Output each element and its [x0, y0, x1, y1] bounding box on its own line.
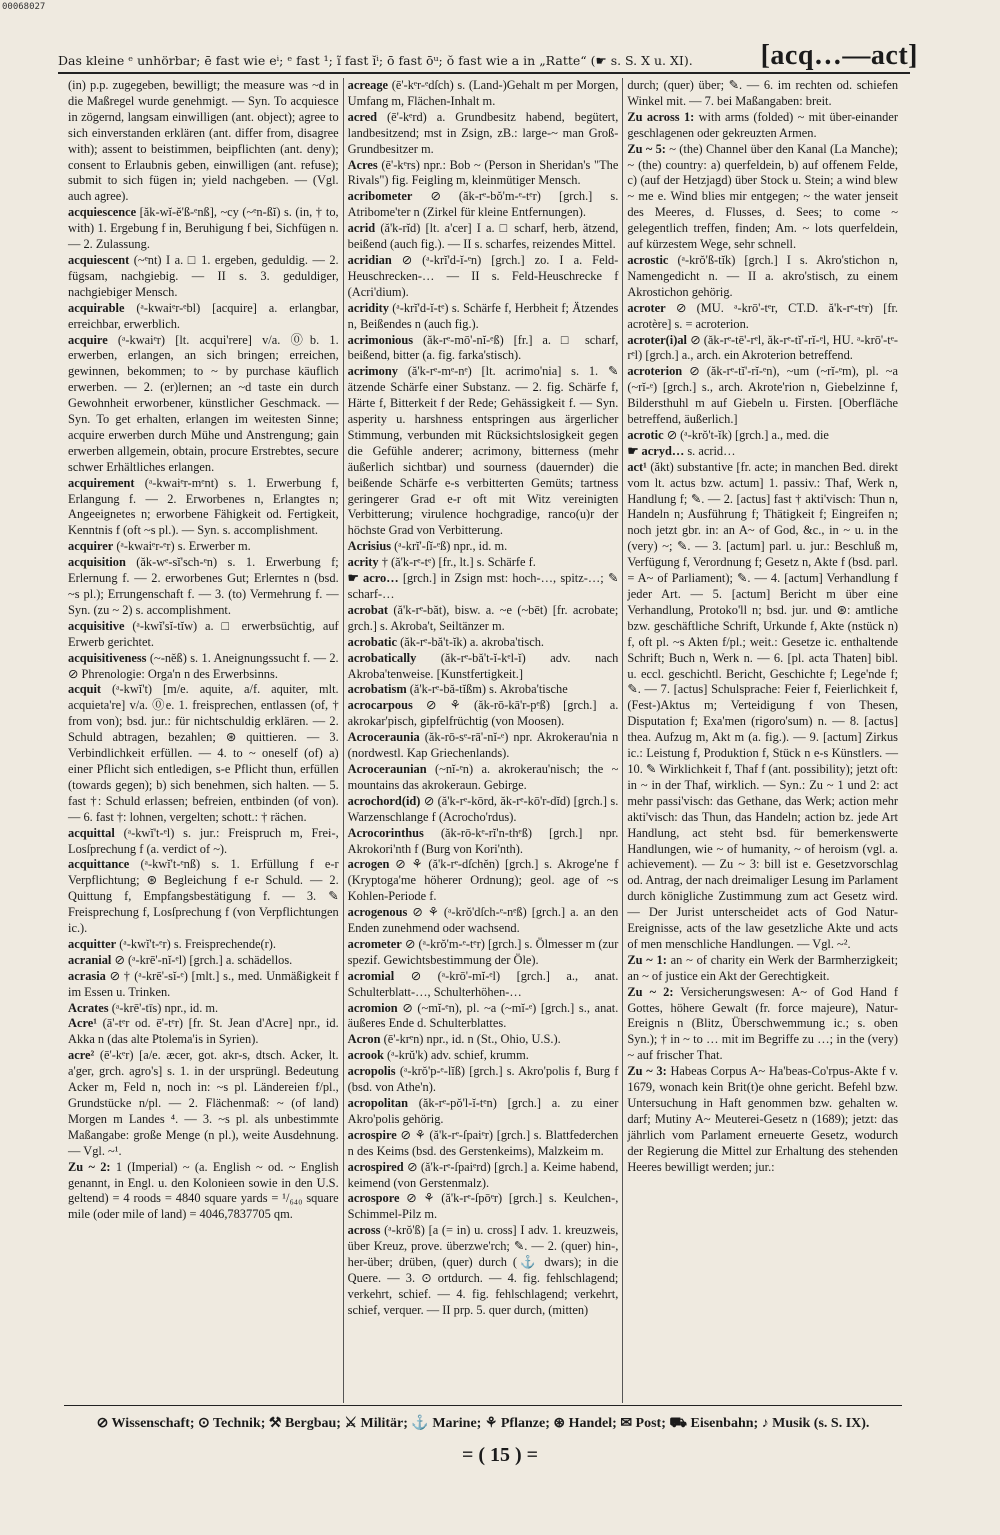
entry-headword: Acre¹: [68, 1016, 97, 1031]
dictionary-entry: [348, 1032, 619, 1048]
dictionary-entry: [348, 253, 619, 301]
dictionary-entry: [348, 635, 619, 651]
entry-headword: acquirement: [68, 475, 135, 490]
dictionary-entry: [348, 1160, 619, 1192]
entry-headword: acreage: [347, 78, 389, 92]
entry-headword: acrogen: [347, 857, 390, 872]
entry-headword: Acrisius: [347, 539, 392, 554]
dictionary-entry: [68, 969, 339, 1001]
dictionary-entry: [348, 603, 619, 635]
entry-text: (ă'k-rᵉ-mᵉ-nᵉ) [lt. acrimo'nia] s. 1. ✎ ätzende Schärfe einer Substanz. — 2. fig. Schärfe f, Härte f, Bitterkeit f der Rede; Gehässigkeit f. — Syn. asperity u. harshness entspringen aus ärgerlicher Stimmung, verbunden mit Rücksichtslosigkeit gegen die Gefühle anderer; acrimony, bitterness (mehr äußerlich sichtbar) und sourness (dauernder) die beißende Schärfe e-s verbitterten Gemüts; tartness geringerer Grad e-r oft mit Witz vereinigten Verbitterung; virulence hochgradige, ranco(u)r der höchste Grad von Verbitterung.: [347, 364, 619, 538]
entry-headword: Acron: [347, 1032, 381, 1047]
dictionary-entry: [348, 794, 619, 826]
dictionary-entry: [348, 158, 619, 190]
dictionary-entry: [68, 1160, 339, 1224]
dictionary-entry: [348, 730, 619, 762]
dictionary-entry: [68, 539, 339, 555]
dictionary-entry: [627, 444, 898, 460]
entry-headword: acridity: [347, 300, 389, 315]
entry-text: ~ (the) Channel über den Kanal (La Manche); ~ (the) country: a) querfeldein, b) auf offenem Felde, c) (auf der Hetzjagd) über Stock u. Stein; a wind blew ~ me e. Wind blies mir entgegen; ~ the water jenseit des Meeres, d. Flusses, d. Sees; to come ~ gelegentlich treffen, finden; Am. ~ lots querfeldein, auf kürzestem Wege, sehr schnell.: [627, 141, 899, 252]
dictionary-entry: [68, 476, 339, 540]
entry-text: (ᵃ-krŭ'k) adv. schief, krumm.: [387, 1048, 529, 1063]
entry-headword: ☛ acryd…: [627, 443, 685, 458]
entry-headword: Zu ~ 2:: [627, 984, 674, 999]
entry-headword: acrobatism: [347, 682, 407, 697]
dictionary-entry: [627, 985, 898, 1065]
entry-headword: acrobatic: [347, 634, 397, 649]
entry-headword: Acres: [347, 157, 378, 172]
dictionary-entry: [68, 253, 339, 301]
entry-headword: Zu ~ 5:: [627, 141, 666, 156]
dictionary-entry: [627, 301, 898, 333]
entry-text: (ᵃ-kwĭ't-ᵉnß) s. 1. Erfüllung f e-r Verpflichtung; ⊛ Begleichung f e-r Schuld. — 2. Quittung f, Empfangsbestätigung f. — 3. ✎ Freisprechung f, Losſprechung f (von Verpflichtungen ic.).: [68, 857, 339, 936]
dictionary-entry: [348, 301, 619, 333]
dictionary-entry: [348, 857, 619, 905]
entry-headword: acrostic: [627, 252, 669, 267]
entry-text: ⊘ ⚘ (ă'k-rᵉ-ſpōᵉr) [grch.] s. Keulchen-, Schimmel-Pilz m.: [347, 1191, 619, 1222]
entry-headword: acromion: [347, 1000, 398, 1015]
entry-headword: acquirer: [68, 539, 114, 554]
dictionary-entry: [348, 1048, 619, 1064]
entry-text: (ăkt) substantive [fr. acte; in manchen Bed. direkt vom lt. actus bzw. actum] 1. passiv.: Thaf, Werk n, Handlung f; ✎. — 2. [actus] fast † akti'visch: Thun n, Handeln n; Ausführung f; Thätigkeit f; Eingreifen n; noch jetzt gbr. in: an A~ of God, &c., in ~ u. in the (very) ~; ✎. — 3. [actum] parl. u. jur.: Beschluß m, Verfügung f, Verordnung f; Gesetz n, Akte f (bsd. parl. = A~ of Parliament); ✎. — 4. [actum] Verhandlung f jeder Art. — 5. [actum] Bericht m über eine Verhandlung, Protoko'll n; bsd. jur. und ⊛: amtliche bzw. geschäftliche Schrift, Urkunde f, Akte (nstück n) f, oft pl. ~s Akten f/pl.; weit.: Gesetze ic. enthaltende Schrift; Buch n, Werk n. — 6. [pl. acta Thaten] bibl. u. eccl. geschichtl. Bericht, Geschichte f; Lege'nde f; ✎. — 7. [actus] Schulsprache: Feier f, Feierlichkeit f, (Fest-)Aktus m; Verteidigung f von Thesen, Disputation f; Exa'men (rigoro'sum) n. — 8. [actus] thea. Aufzug m, Akt m (a. fig.). — 9. [actum] Zirkus ic.: Leistung f, Produktion f, Stück n e-s Künstlers. — 10. ✎ Wirklichkeit f, Thaf f (ant. possibility); jetzt oft: in ~ in der Thaf, wirklich. — Syn.: Zu ~ 1 und 2: act mehr passi'visch: das Gethane, das Werk; action mehr akti'visch: das Thun, das Handeln; action bz. jede Art Handlung, act steht bsd. für bemerkenswerte Handlungen, wie ~ of humanity, ~ of heroism (vgl. a. achievement). — Zu ~ 3: bill ist e. Gesetzvorschlag od. Antrag, der nach dreimaliger Lesung im Parlament durch königliche Zustimmung zum act Gesetz wird. — Der Jurist unterscheidet acts of God Natur-Ereignisse, acts of the law gesetzliche Akte und acts of men menschliche Handlungen. — Vgl. ~².: [627, 459, 899, 951]
entry-text: (ă'k-rĭd) [lt. a'cer] I a. □ scharf, herb, ätzend, beißend (auch fig.). — II s. scharfes, reizendes Mittel.: [347, 221, 619, 252]
dictionary-entry: [627, 110, 898, 142]
running-head: [acq…—act]: [760, 40, 918, 71]
entry-text: (ā'-tᵉr od. ē'-tᵉr) [fr. St. Jean d'Acre] npr., id. Akka n (das alte Ptolema'is in Syrien).: [68, 1016, 339, 1047]
entry-text: ⊘ (ăk-rᵉ-bŏ'm-ᵉ-tᵉr) [grch.] s. Atribome'ter n (Zirkel für kleine Entfernungen).: [347, 189, 619, 220]
entry-text: (ᵃ-krŏ'ß) [a (= in) u. cross] I adv. 1. kreuzweis, über Kreuz, prove. überzwe'rch; ✎. — 2. (quer) hin-, her-über; drüben, (quer) durch (⚓ dwars); in die Quere. — 3. ⊙ ortdurch. — 4. fig. fehlschlagend; verkehrt, schief. — 4. fig. fehlschlagend; verkehrt, schief, verquer. — II prp. 5. quer durch, (mitten): [347, 1223, 619, 1317]
dictionary-entry: [348, 364, 619, 539]
entry-text: (ă'k-rᵉ-băt), bisw. a. ~e (~bēt) [fr. acrobate; grch.] s. Akroba't, Seiltänzer m.: [347, 602, 619, 633]
entry-headword: acrasia: [68, 968, 106, 983]
entry-headword: Acroceraunian: [347, 761, 427, 776]
dictionary-entry: [627, 428, 898, 444]
dictionary-entry: [68, 857, 339, 937]
entry-headword: acribometer: [347, 189, 413, 204]
symbol-legend: ⊘ Wissenschaft; ⊙ Technik; ⚒ Bergbau; ⚔ Militär; ⚓ Marine; ⚘ Pflanze; ⊛ Handel; ✉ Post; ⛟ Eisenbahn; ♪ Musik (s. S. IX).: [96, 1416, 870, 1431]
entry-text: ⊘ (ᵃ-krē'-nĭ-ᵉl) [grch.] a. schädellos.: [114, 952, 293, 967]
dictionary-entry: [627, 78, 898, 110]
entry-headword: acromial: [347, 968, 395, 983]
entry-text: (ē'-kᵉr) [a/e. æcer, got. akr-s, dtsch. Acker, lt. a'ger, grch. agro's] s. 1. in der ursprüngl. Bedeutung Acker m, Feld n, noch in: ~s pl. Ländereien f/pl., Grundstücke n/pl. — 2. Flächenmaß: ~ (of land) Morgen m Landes ⁴. — 3. ~s pl. als unbestimmte Maßangabe: große Menge (n pl.), weite Ausdehnung. — Vgl. ~¹.: [68, 1048, 339, 1158]
dictionary-entry: [68, 937, 339, 953]
page-header: [58, 38, 918, 74]
entry-text: (ᵃ-krĭ'-ſĭ-ᵉß) npr., id. m.: [394, 539, 508, 554]
entry-headword: acrimony: [347, 364, 398, 379]
entry-headword: act¹: [627, 459, 647, 474]
dictionary-entry: [68, 619, 339, 651]
entry-text: (in) p.p. zugegeben, bewilligt; the measure was ~d in die Maßregel wurde genehmigt. — Syn. To acquiesce in zögernd, langsam einwilligen (ant. object); agree to sich einverstanden erklären (ant. differ from, disagree with); assent to beistimmen, beipflichten (ant. deny); consent to Erlaubnis geben, einwilligen (ant. refuse); submit to sich fügen in; yield nachgeben. — (Vgl. auch agree).: [68, 78, 339, 204]
entry-text: (ᵃ-kwĭ't-ᵉr) s. Freisprechende(r).: [119, 936, 277, 951]
entry-text: ⊘ (ă'k-rᵉ-kōrd, ăk-rᵉ-kō'r-dĭd) [grch.] s. Warzenschlange f (Acrocho'rdus).: [347, 793, 619, 824]
dictionary-entry: [348, 682, 619, 698]
entry-text: (ᵃ-kwaiᵉr-mᵉnt) s. 1. Erwerbung f, Erlangung f. — 2. Erworbenes n, Erlangtes n; Angeeignetes n; erworbene Fähigkeit od. Fertigkeit, Kenntnis f (oft ~s pl.). — Syn. s. accomplishment.: [68, 475, 339, 538]
dictionary-entry: [68, 953, 339, 969]
entry-text: ⊘ (ăk-rᵉ-tē'-rᵉl, ăk-rᵉ-tĭ'-rĭ-ᵉl, HU. ᵃ-krō'-tᵉ-rᵉl) [grch.] a., arch. ein Akroterion betreffend.: [627, 332, 899, 363]
entry-text: (ăk-rō-kᵉ-rĭ'n-thᵉß) [grch.] npr. Akrokori'nth f (Burg von Kori'nth).: [347, 825, 619, 856]
dictionary-entry: [348, 555, 619, 571]
entry-headword: Acrates: [68, 1000, 109, 1015]
entry-text: (~nĭ-ᵉn) a. akrokerau'nisch; the ~ mountains das akrokeraun. Gebirge.: [347, 761, 619, 792]
entry-text: (ᵃ-kwĭ'sĭ-tĭw) a. □ erwerbsüchtig, auf Erwerb gerichtet.: [68, 618, 339, 649]
entry-text: (ăk-rᵉ-bă't-ĭ-kᵉl-ĭ) adv. nach Akroba'tenweise. [Kunstfertigkeit.]: [347, 650, 619, 681]
dictionary-entry: [348, 110, 619, 158]
dictionary-entry: [348, 221, 619, 253]
entry-text: [grch.] in Zsign mst: hoch-…, spitz-…; ✎ scharf-…: [347, 571, 619, 601]
entry-headword: acquittal: [68, 825, 115, 840]
entry-text: (ē'-kᵉr-ᵉdſch) s. (Land-)Gehalt m per Morgen, Umfang m, Flächen-Inhalt m.: [347, 78, 619, 108]
entry-text: ⊘ (ᵃ-krĭ'd-ĭ-ᵉn) [grch.] zo. I a. Feld-Heuschrecken-… — II s. Feld-Heuschrecke f (Acri'dium).: [347, 252, 619, 299]
column-3: [622, 78, 902, 1403]
entry-headword: across: [347, 1223, 381, 1238]
entry-text: ⊘ (ᵃ-krŏ't-ĭk) [grch.] a., med. die: [666, 427, 829, 442]
dictionary-entry: [627, 1064, 898, 1175]
entry-text: (ᵃ-kwaiᵉr-ᵉbl) [acquire] a. erlangbar, erreichbar, erwerblich.: [68, 300, 339, 331]
entry-text: ⊘ ⚘ (ă'k-rᵉ-ſpaiᵉr) [grch.] s. Blattfederchen n des Keims (bsd. des Gerstenkeims), Malzkeim m.: [347, 1127, 619, 1158]
dictionary-entry: [348, 189, 619, 221]
dictionary-entry: [627, 142, 898, 253]
entry-text: (ăk-rᵉ-bă't-ĭk) a. akroba'tisch.: [400, 634, 544, 649]
dictionary-entry: [348, 1223, 619, 1318]
entry-headword: acrometer: [347, 936, 402, 951]
entry-text: (ăk-rᵉ-pŏ'l-ĭ-tᵉn) [grch.] a. zu einer Akro'polis gehörig.: [347, 1096, 619, 1126]
dictionary-entry: [348, 1064, 619, 1096]
entry-text: ⊘ (ăk-rᵉ-tĭ'-rĭ-ᵉn), ~um (~rĭ-ᵉm), pl. ~a (~rĭ-ᵉ) [grch.] s., arch. Akrote'rion n, Giebelzinne f, Bildersthuhl m auf Giebeln u. Firsten. [Oberfläche betreffend, äußerlich.]: [627, 364, 899, 427]
dictionary-entry: [68, 1001, 339, 1017]
entry-headword: acridian: [347, 252, 392, 267]
entry-headword: acquire: [68, 332, 108, 347]
entry-headword: Zu ~ 3:: [627, 1064, 667, 1079]
entry-headword: acquisitiveness: [68, 650, 147, 665]
dictionary-entry: [627, 953, 898, 985]
entry-text: [ăk-wĭ-ĕ'ß-ᵉnß], ~cy (~ᵉn-ßĭ) s. (in, † to, with) 1. Ergebung f in, Beruhigung f bei, Sichfügen n.— 2. Zulassung.: [68, 205, 339, 252]
entry-headword: acrid: [347, 221, 376, 236]
dictionary-entry: [627, 364, 898, 428]
dictionary-entry: [348, 1001, 619, 1033]
entry-headword: acropolis: [347, 1064, 396, 1079]
entry-headword: acroter(i)al: [627, 332, 687, 347]
entry-text: (ᵃ-kwaiᵉr) [lt. acqui'rere] v/a. ⓪b. 1. erwerben, erlangen, an sich bringen; erreichen, gewinnen, bekommen; to ~ by purchase käuflich erwerben. — 2. (er)lernen; an ~d taste ein durch Gewohnheit erworbener, künstlicher Geschmack. — Syn. To get erhalten, erlangen im weitesten Sinne; acquire erwerben durch Mühe und Anstrengung; gain erwerben allgemein, obtain, procure Erstrebtes, secure schwer Erhältliches erlangen.: [68, 332, 339, 474]
entry-text: (ăk-rᵉ-mō'-nĭ-ᵉß) [fr.] a. □ scharf, beißend, bitter (a. fig. farka'stisch).: [347, 332, 619, 363]
entry-text: (~ᵉnt) I a. □ 1. ergeben, geduldig. — 2. fügsam, nachgiebig. — II s. 3. geduldiger, nachgiebiger Mensch.: [68, 252, 339, 299]
entry-text: (ᵃ-kwĭ't) [m/e. aquite, a/f. aquiter, mlt. acquieta're] v/a. ⓪e. 1. freisprechen, entlassen (of, † from von); bsd. jur.: für nichtschuldig erklären. — 2. Schuld abtragen, bezahlen; ⊛ quittieren. — 3. Verbindlichkeit erfüllen. — 4. to ~ oneself (of) a) einer Pflicht sich entledigen, s-e Pflicht thun, erfüllen (towards gegen); b) sich benehmen, sich halten. — 5. fast †: Schuld erlassen; befreien, entbinden (of von). — 6. fast †: lohnen, vergelten; schott.: † rächen.: [68, 682, 339, 824]
dictionary-entry: [348, 651, 619, 683]
entry-text: Habeas Corpus A~ Ha'beas-Co'rpus-Akte f v. 1679, wonach kein Brit(t)e ohne gericht. Befehl bzw. Untersuchung in Haft genommen bzw. gehalten w. darf; Mutiny A~ Meuterei-Gesetz n (1689); jetzt: das jährlich vom Parlament erneuerte Gesetz, wodurch der Regierung die Mittel zur Erhaltung des stehenden Heeres bewilligt werden; jur.:: [627, 1064, 899, 1174]
entry-headword: acropolitan: [347, 1096, 409, 1110]
entry-text: ⊘ (ᵃ-krō'-mĭ-ᵉl) [grch.] a., anat. Schulterblatt-…, Schulterhöhen-…: [347, 968, 619, 999]
dictionary-entry: [68, 301, 339, 333]
dictionary-entry: [68, 682, 339, 825]
dictionary-columns: [64, 78, 902, 1403]
dictionary-entry: [627, 253, 898, 301]
entry-headword: acrospired: [347, 1159, 404, 1174]
entry-text: durch; (quer) über; ✎. — 6. im rechten od. schiefen Winkel mit. — 7. bei Maßangaben: breit.: [627, 78, 899, 108]
column-1: [64, 78, 343, 1403]
dictionary-entry: [68, 205, 339, 253]
entry-text: Versicherungswesen: A~ of God Hand f Gottes, höhere Gewalt (fr. force majeure), Natur-Ereignis n (Blitz, Überschwemmung ic.; s. oben Syn.); † in ~ to … mit im Begriffe zu …; in the (very) ~ auf frischer That.: [627, 984, 899, 1063]
entry-text: ⊘ (ᵃ-krŏ'm-ᵉ-tᵉr) [grch.] s. Ölmesser m (zur spezif. Gewichtsbestimmung der Öle).: [347, 936, 619, 967]
entry-text: ⊘ (ă'k-rᵉ-ſpaiᵉrd) [grch.] a. Keime habend, keimend (von Gerstenmalz).: [347, 1159, 619, 1190]
dictionary-entry: [348, 937, 619, 969]
entry-text: (~-nĕß) s. 1. Aneignungssucht f. — 2. ⊘ Phrenologie: Orga'n n des Erwerbsinns.: [68, 650, 339, 681]
entry-text: (ᵃ-krĭ'd-ĭ-tᵉ) s. Schärfe f, Herbheit f; Ätzendes n, Beißendes n (auch fig.).: [347, 300, 619, 331]
dictionary-entry: [627, 460, 898, 953]
entry-text: † (ă'k-rᵉ-tᵉ) [fr., lt.] s. Schärfe f.: [381, 555, 536, 570]
entry-headword: acrospire: [347, 1127, 397, 1142]
entry-headword: Zu across 1:: [627, 109, 695, 124]
entry-headword: acrimonious: [347, 332, 414, 347]
dictionary-entry: [348, 698, 619, 730]
page-number: = ( 15 ) =: [461, 1444, 539, 1466]
entry-headword: acquittance: [68, 857, 130, 872]
entry-text: s. acrid…: [687, 443, 736, 458]
dictionary-entry: [348, 1096, 619, 1128]
dictionary-entry: [627, 333, 898, 365]
entry-headword: acrobat: [347, 602, 389, 617]
entry-headword: Acrocorinthus: [347, 825, 424, 840]
entry-headword: acrotic: [627, 427, 664, 442]
entry-headword: acquiescence: [68, 205, 137, 220]
dictionary-entry: [68, 1016, 339, 1048]
entry-text: (ᵃ-krŏ'p-ᵉ-lĭß) [grch.] s. Akro'polis f, Burg f (bsd. von Athe'n).: [347, 1064, 619, 1095]
dictionary-entry: [348, 1191, 619, 1223]
dictionary-entry: [348, 571, 619, 603]
dictionary-entry: [68, 651, 339, 683]
entry-text: (ē'-kᵉrs) npr.: Bob ~ (Person in Sheridan's "The Rivals") fig. Feigling m, kleinmütiger Mensch.: [347, 157, 619, 188]
entry-text: (ᵃ-kwaiᵉr-ᵉr) s. Erwerber m.: [116, 539, 251, 554]
entry-text: ⊘ (~mĭ-ᵉn), pl. ~a (~mĭ-ᵉ) [grch.] s., anat. äußeres Ende d. Schulterblattes.: [347, 1000, 619, 1031]
entry-headword: acquisitive: [68, 618, 125, 633]
entry-text: ⊘ ⚘ (ăk-rō-kā'r-pᵉß) [grch.] a. akrokar'pisch, gipfelfrüchtig (von Moosen).: [347, 698, 619, 729]
entry-headword: Acroceraunia: [347, 730, 420, 745]
entry-text: ⊘ † (ᵃ-krē'-sĭ-ᵉ) [mlt.] s., med. Unmäßigkeit f im Essen u. Trinken.: [68, 968, 339, 999]
dictionary-entry: [68, 78, 339, 205]
entry-headword: acquitter: [68, 936, 117, 951]
dictionary-entry: [348, 905, 619, 937]
entry-text: ⊘ ⚘ (ă'k-rᵉ-dſchĕn) [grch.] s. Akroge'ne f (Kryptoga'me höherer Ordnung); geol. age of ~s Kohlen-Periode f.: [347, 857, 619, 904]
dictionary-entry: [68, 826, 339, 858]
entry-text: (ē'-kᵉrd) a. Grundbesitz habend, begütert, landbesitzend; mst in Zsign, zB.: large-~ man Groß-Grundbesitzer m.: [347, 109, 619, 156]
entry-headword: acquit: [68, 682, 102, 697]
entry-headword: acrook: [347, 1048, 384, 1063]
entry-text: 1 (Imperial) ~ (a. English ~ od. ~ English genannt, in Engl. u. den Kolonieen sowie in den U.S. geltend) = 4 roods = 4840 square yards = ¹/₆₄₀ square mile (oder mile of land) = 4046,7837705 qm.: [68, 1159, 339, 1222]
entry-headword: acrity: [347, 555, 379, 570]
entry-text: (ă'k-rᵉ-bă-tĭßm) s. Akroba'tische: [409, 682, 568, 697]
entry-headword: acrospore: [347, 1191, 400, 1206]
entry-text: (ăk-rō-sᵉ-rā'-nĭ-ᵉ) npr. Akrokerau'nia n (nordwestl. Kap Griechenlands).: [347, 730, 619, 761]
entry-text: an ~ of charity ein Werk der Barmherzigkeit; an ~ of justice ein Akt der Gerechtigkeit.: [627, 952, 899, 983]
entry-text: with arms (folded) ~ mit über-einander geschlagenen oder gekreuzten Armen.: [627, 109, 899, 140]
entry-text: (ᵃ-krŏ'ß-tĭk) [grch.] I s. Akro'stichon n, Namengedicht n. — II a. akro'stisch, zu einem Akrostichon gehörig.: [627, 252, 899, 299]
dictionary-entry: [348, 78, 619, 110]
entry-headword: acquiescent: [68, 252, 130, 267]
column-2: [343, 78, 623, 1403]
entry-headword: acrocarpous: [347, 698, 413, 713]
entry-text: (ăk-wᵉ-sĭ'sch-ᵉn) s. 1. Erwerbung f; Erlernung f. — 2. erworbenes Gut; Erlerntes n (bsd. ~s pl.); Errungenschaft f. — 3. (to) Vermehrung f. — Syn. (zu ~ 2) s. accomplishment.: [68, 555, 339, 617]
entry-headword: acred: [347, 109, 378, 124]
dictionary-entry: [68, 333, 339, 476]
dictionary-entry: [348, 333, 619, 365]
entry-headword: acrobatically: [347, 650, 417, 665]
entry-headword: Zu ~ 2:: [68, 1159, 111, 1174]
entry-headword: acquisition: [68, 555, 126, 570]
entry-text: ⊘ (MU. ᵃ-krō'-tᵉr, CT.D. ă'k-rᵉ-tᵉr) [fr. acrotère] s. = acroterion.: [627, 300, 899, 331]
dictionary-entry: [348, 969, 619, 1001]
pronunciation-guide: Das kleine ᵉ unhörbar; ē fast wie eⁱ; ᵉ fast ¹; ĩ fast ĭⁱ; ō fast ōᵘ; ŏ fast wie a in „Ratte“ (☛ s. S. X u. XI).: [58, 53, 693, 68]
entry-headword: acrochord(id): [347, 793, 421, 808]
entry-headword: Zu ~ 1:: [627, 952, 667, 967]
entry-headword: acquirable: [68, 300, 125, 315]
dictionary-entry: [348, 762, 619, 794]
entry-headword: acrogenous: [347, 905, 408, 920]
footer-rule: [64, 1405, 902, 1406]
entry-headword: acranial: [68, 952, 112, 967]
entry-headword: ☛ acro…: [347, 571, 399, 586]
entry-text: (ᵃ-kwĭ't-ᵉl) s. jur.: Freispruch m, Frei-, Losſprechung f (a. verdict of ~).: [68, 825, 339, 856]
dictionary-entry: [348, 1128, 619, 1160]
dictionary-entry: [68, 555, 339, 619]
entry-headword: acroter: [627, 300, 666, 315]
dictionary-entry: [348, 539, 619, 555]
entry-headword: acre²: [68, 1048, 95, 1063]
entry-text: ⊘ ⚘ (ᵃ-krŏ'dſch-ᵉ-nᵉß) [grch.] a. an den Enden zunehmend oder wachsend.: [347, 905, 619, 936]
dictionary-entry: [68, 1048, 339, 1159]
entry-text: (ᵃ-krē'-tīs) npr., id. m.: [111, 1000, 219, 1015]
dictionary-entry: [348, 826, 619, 858]
entry-text: (ē'-krᵉn) npr., id. n (St., Ohio, U.S.).: [383, 1032, 561, 1047]
entry-headword: acroterion: [627, 364, 683, 379]
page-id: 00068027: [2, 2, 46, 12]
